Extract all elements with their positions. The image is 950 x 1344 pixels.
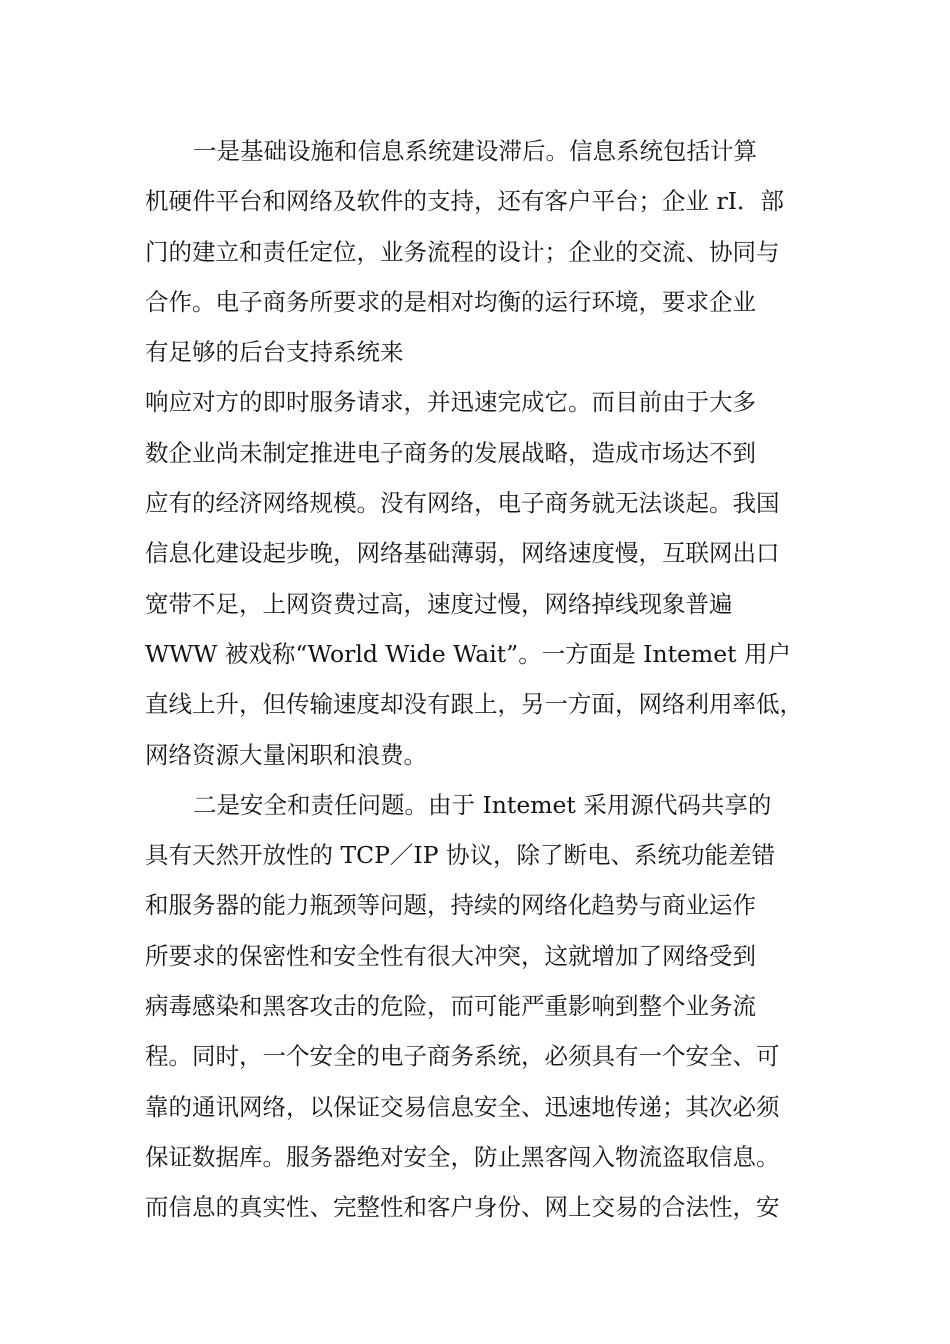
paragraph-1-line-4: 合作。电子商务所要求的是相对均衡的运行环境，要求企业 [145, 287, 756, 316]
paragraph-2-line-1: 响应对方的即时服务请求，并迅速完成它。而目前由于大多 [145, 388, 756, 417]
paragraph-3-line-4: 所要求的保密性和安全性有很大冲突，这就增加了网络受到 [145, 941, 756, 970]
paragraph-3-line-3: 和服务器的能力瓶颈等问题，持续的网络化趋势与商业运作 [145, 891, 756, 920]
paragraph-3-line-7: 靠的通讯网络，以保证交易信息安全、迅速地传递；其次必须 [145, 1092, 780, 1121]
paragraph-1-line-2: 机硬件平台和网络及软件的支持，还有客户平台；企业 rI．部 [145, 187, 784, 216]
paragraph-2-line-7: 直线上升，但传输速度却没有跟上，另一方面，网络利用率低， [145, 690, 803, 719]
paragraph-3-line-2: 具有天然开放性的 TCP／IP 协议，除了断电、系统功能差错 [145, 841, 776, 870]
paragraph-3-line-1: 二是安全和责任问题。由于 Intemet 采用源代码共享的 [193, 790, 772, 819]
paragraph-2-line-8: 网络资源大量闲职和浪费。 [145, 740, 427, 769]
body-text [145, 126, 825, 1233]
paragraph-1-line-5: 有足够的后台支持系统来 [145, 338, 404, 367]
paragraph-1-line-1: 一是基础设施和信息系统建设滞后。信息系统包括计算 [193, 137, 757, 165]
paragraph-2-line-5: 宽带不足，上网资费过高，速度过慢，网络掉线现象普遍 [145, 589, 733, 618]
paragraph-3-line-6: 程。同时，一个安全的电子商务系统，必须具有一个安全、可 [145, 1042, 780, 1071]
paragraph-3-line-8: 保证数据库。服务器绝对安全，防止黑客闯入物流盗取信息。 [145, 1142, 780, 1171]
paragraph-1-line-3: 门的建立和责任定位，业务流程的设计；企业的交流、协同与 [145, 237, 780, 266]
paragraph-2-line-2: 数企业尚未制定推进电子商务的发展战略，造成市场达不到 [145, 438, 756, 467]
paragraph-2-line-3: 应有的经济网络规模。没有网络，电子商务就无法谈起。我国 [145, 489, 780, 518]
paragraph-2-line-4: 信息化建设起步晚，网络基础薄弱，网络速度慢，互联网出口 [145, 539, 780, 568]
paragraph-3-line-9: 而信息的真实性、完整性和客户身份、网上交易的合法性，安 [145, 1193, 780, 1222]
paragraph-2-line-6: WWW 被戏称“World Wide Wait”。一方面是 Intemet 用户 [145, 639, 792, 668]
paragraph-3-line-5: 病毒感染和黑客攻击的危险，而可能严重影响到整个业务流 [145, 992, 756, 1021]
